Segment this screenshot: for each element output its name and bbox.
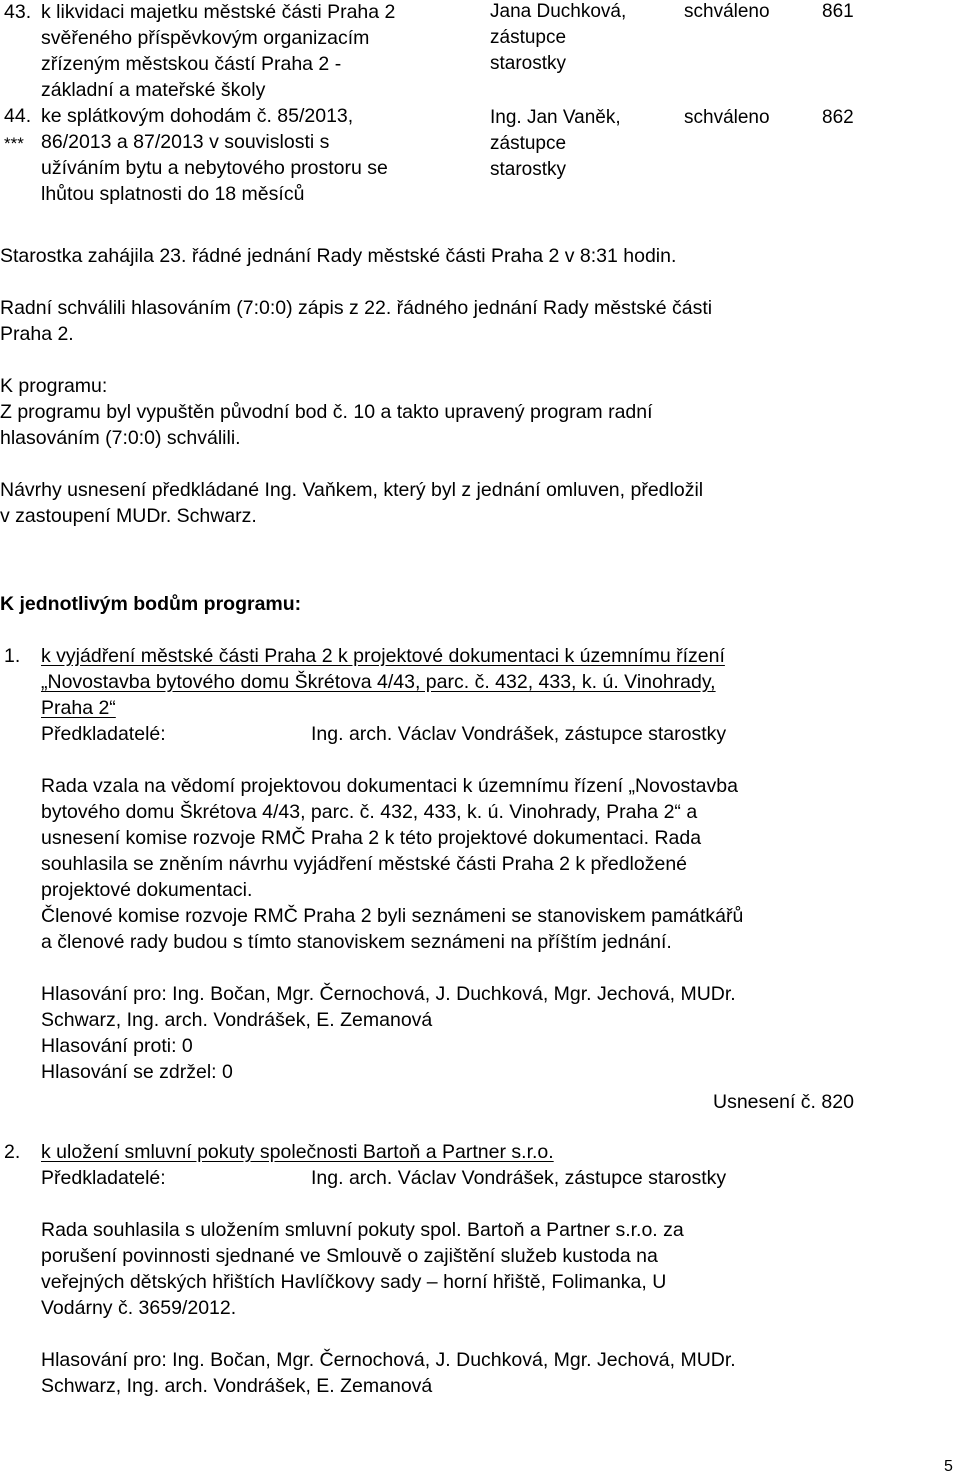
vote-line: Hlasování proti: 0 [41, 1035, 193, 1057]
item-body-line: Členové komise rozvoje RMČ Praha 2 byli seznámeni se stanoviskem památkářů [41, 905, 744, 927]
item-body-line: veřejných dětských hřištích Havlíčkovy sady – horní hřiště, Folimanka, U [41, 1271, 667, 1293]
row-subject-line: svěřeného příspěvkovým organizacím [41, 27, 370, 49]
row-presenter-line: zástupce [490, 133, 567, 154]
item-body-line: bytového domu Škrétova 4/43, parc. č. 432, 433, k. ú. Vinohrady, Praha 2“ a [41, 801, 698, 823]
row-presenter-line: Jana Duchková, [490, 1, 627, 22]
row-presenter-line: starostky [490, 159, 567, 180]
row-subject-line: lhůtou splatnosti do 18 měsíců [41, 183, 305, 205]
item-body-line: a členové rady budou s tímto stanoviskem seznámeni na příštím jednání. [41, 931, 672, 953]
row-subject-line: k likvidaci majetku městské části Praha 2 [41, 1, 396, 23]
resolution-number: Usnesení č. 820 [713, 1091, 854, 1113]
presenter-label: Předkladatelé: [41, 723, 166, 745]
minutes-line: Praha 2. [0, 323, 74, 345]
program-heading: K programu: [0, 375, 108, 397]
item-body-line: projektové dokumentaci. [41, 879, 253, 901]
row-subject-line: ke splátkovým dohodám č. 85/2013, [41, 105, 354, 127]
row-presenter-line: zástupce [490, 27, 567, 48]
proposals-line: v zastoupení MUDr. Schwarz. [0, 505, 257, 527]
row-number: 43. [4, 1, 32, 23]
row-number: 44. [4, 105, 32, 127]
item-number: 2. [4, 1141, 21, 1163]
item-body-line: Rada vzala na vědomí projektovou dokumentaci k územnímu řízení „Novostavba [41, 775, 738, 797]
item-number: 1. [4, 645, 21, 667]
section-heading: K jednotlivým bodům programu: [0, 593, 302, 615]
row-subject-line: základní a mateřské školy [41, 79, 266, 101]
proposals-line: Návrhy usnesení předkládané Ing. Vaňkem, který byl z jednání omluven, předložil [0, 479, 704, 501]
row-marker: *** [4, 134, 24, 153]
program-line: Z programu byl vypuštěn původní bod č. 10 a takto upravený program radní [0, 401, 653, 423]
item-body-line: Rada souhlasila s uložením smluvní pokuty spol. Bartoň a Partner s.r.o. za [41, 1219, 684, 1241]
item-title-line: k vyjádření městské části Praha 2 k projektové dokumentaci k územnímu řízení [41, 645, 725, 667]
item-title-line: Praha 2“ [41, 697, 116, 719]
row-status: schváleno [684, 1, 770, 22]
vote-line: Hlasování se zdržel: 0 [41, 1061, 233, 1083]
program-line: hlasováním (7:0:0) schválili. [0, 427, 241, 449]
item-body-line: usnesení komise rozvoje RMČ Praha 2 k této projektové dokumentaci. Rada [41, 827, 702, 849]
row-subject-line: 86/2013 a 87/2013 v souvislosti s [41, 131, 330, 153]
presenter-label: Předkladatelé: [41, 1167, 166, 1189]
page-number: 5 [944, 1458, 953, 1475]
vote-line: Hlasování pro: Ing. Bočan, Mgr. Černochová, J. Duchková, Mgr. Jechová, MUDr. [41, 983, 736, 1005]
item-body-line: porušení povinnosti sjednané ve Smlouvě o zajištění služeb kustoda na [41, 1245, 658, 1267]
row-resolution-number: 861 [822, 1, 854, 22]
row-status: schváleno [684, 107, 770, 128]
row-resolution-number: 862 [822, 107, 854, 128]
opening-paragraph: Starostka zahájila 23. řádné jednání Rady městské části Praha 2 v 8:31 hodin. [0, 245, 677, 267]
row-subject-line: užíváním bytu a nebytového prostoru se [41, 157, 388, 179]
minutes-line: Radní schválili hlasováním (7:0:0) zápis z 22. řádného jednání Rady městské části [0, 297, 713, 319]
row-subject-line: zřízeným městskou částí Praha 2 - [41, 53, 342, 75]
row-presenter-line: starostky [490, 53, 567, 74]
presenter-name: Ing. arch. Václav Vondrášek, zástupce starostky [311, 723, 727, 745]
item-title-line: „Novostavba bytového domu Škrétova 4/43, parc. č. 432, 433, k. ú. Vinohrady, [41, 671, 716, 693]
item-body-line: Vodárny č. 3659/2012. [41, 1297, 237, 1319]
presenter-name: Ing. arch. Václav Vondrášek, zástupce starostky [311, 1167, 727, 1189]
vote-line: Hlasování pro: Ing. Bočan, Mgr. Černochová, J. Duchková, Mgr. Jechová, MUDr. [41, 1349, 736, 1371]
row-presenter-line: Ing. Jan Vaněk, [490, 107, 621, 128]
vote-line: Schwarz, Ing. arch. Vondrášek, E. Zemanová [41, 1009, 433, 1031]
item-title-line: k uložení smluvní pokuty společnosti Bartoň a Partner s.r.o. [41, 1141, 554, 1163]
vote-line: Schwarz, Ing. arch. Vondrášek, E. Zemanová [41, 1375, 433, 1397]
item-body-line: souhlasila se zněním návrhu vyjádření městské části Praha 2 k předložené [41, 853, 688, 875]
